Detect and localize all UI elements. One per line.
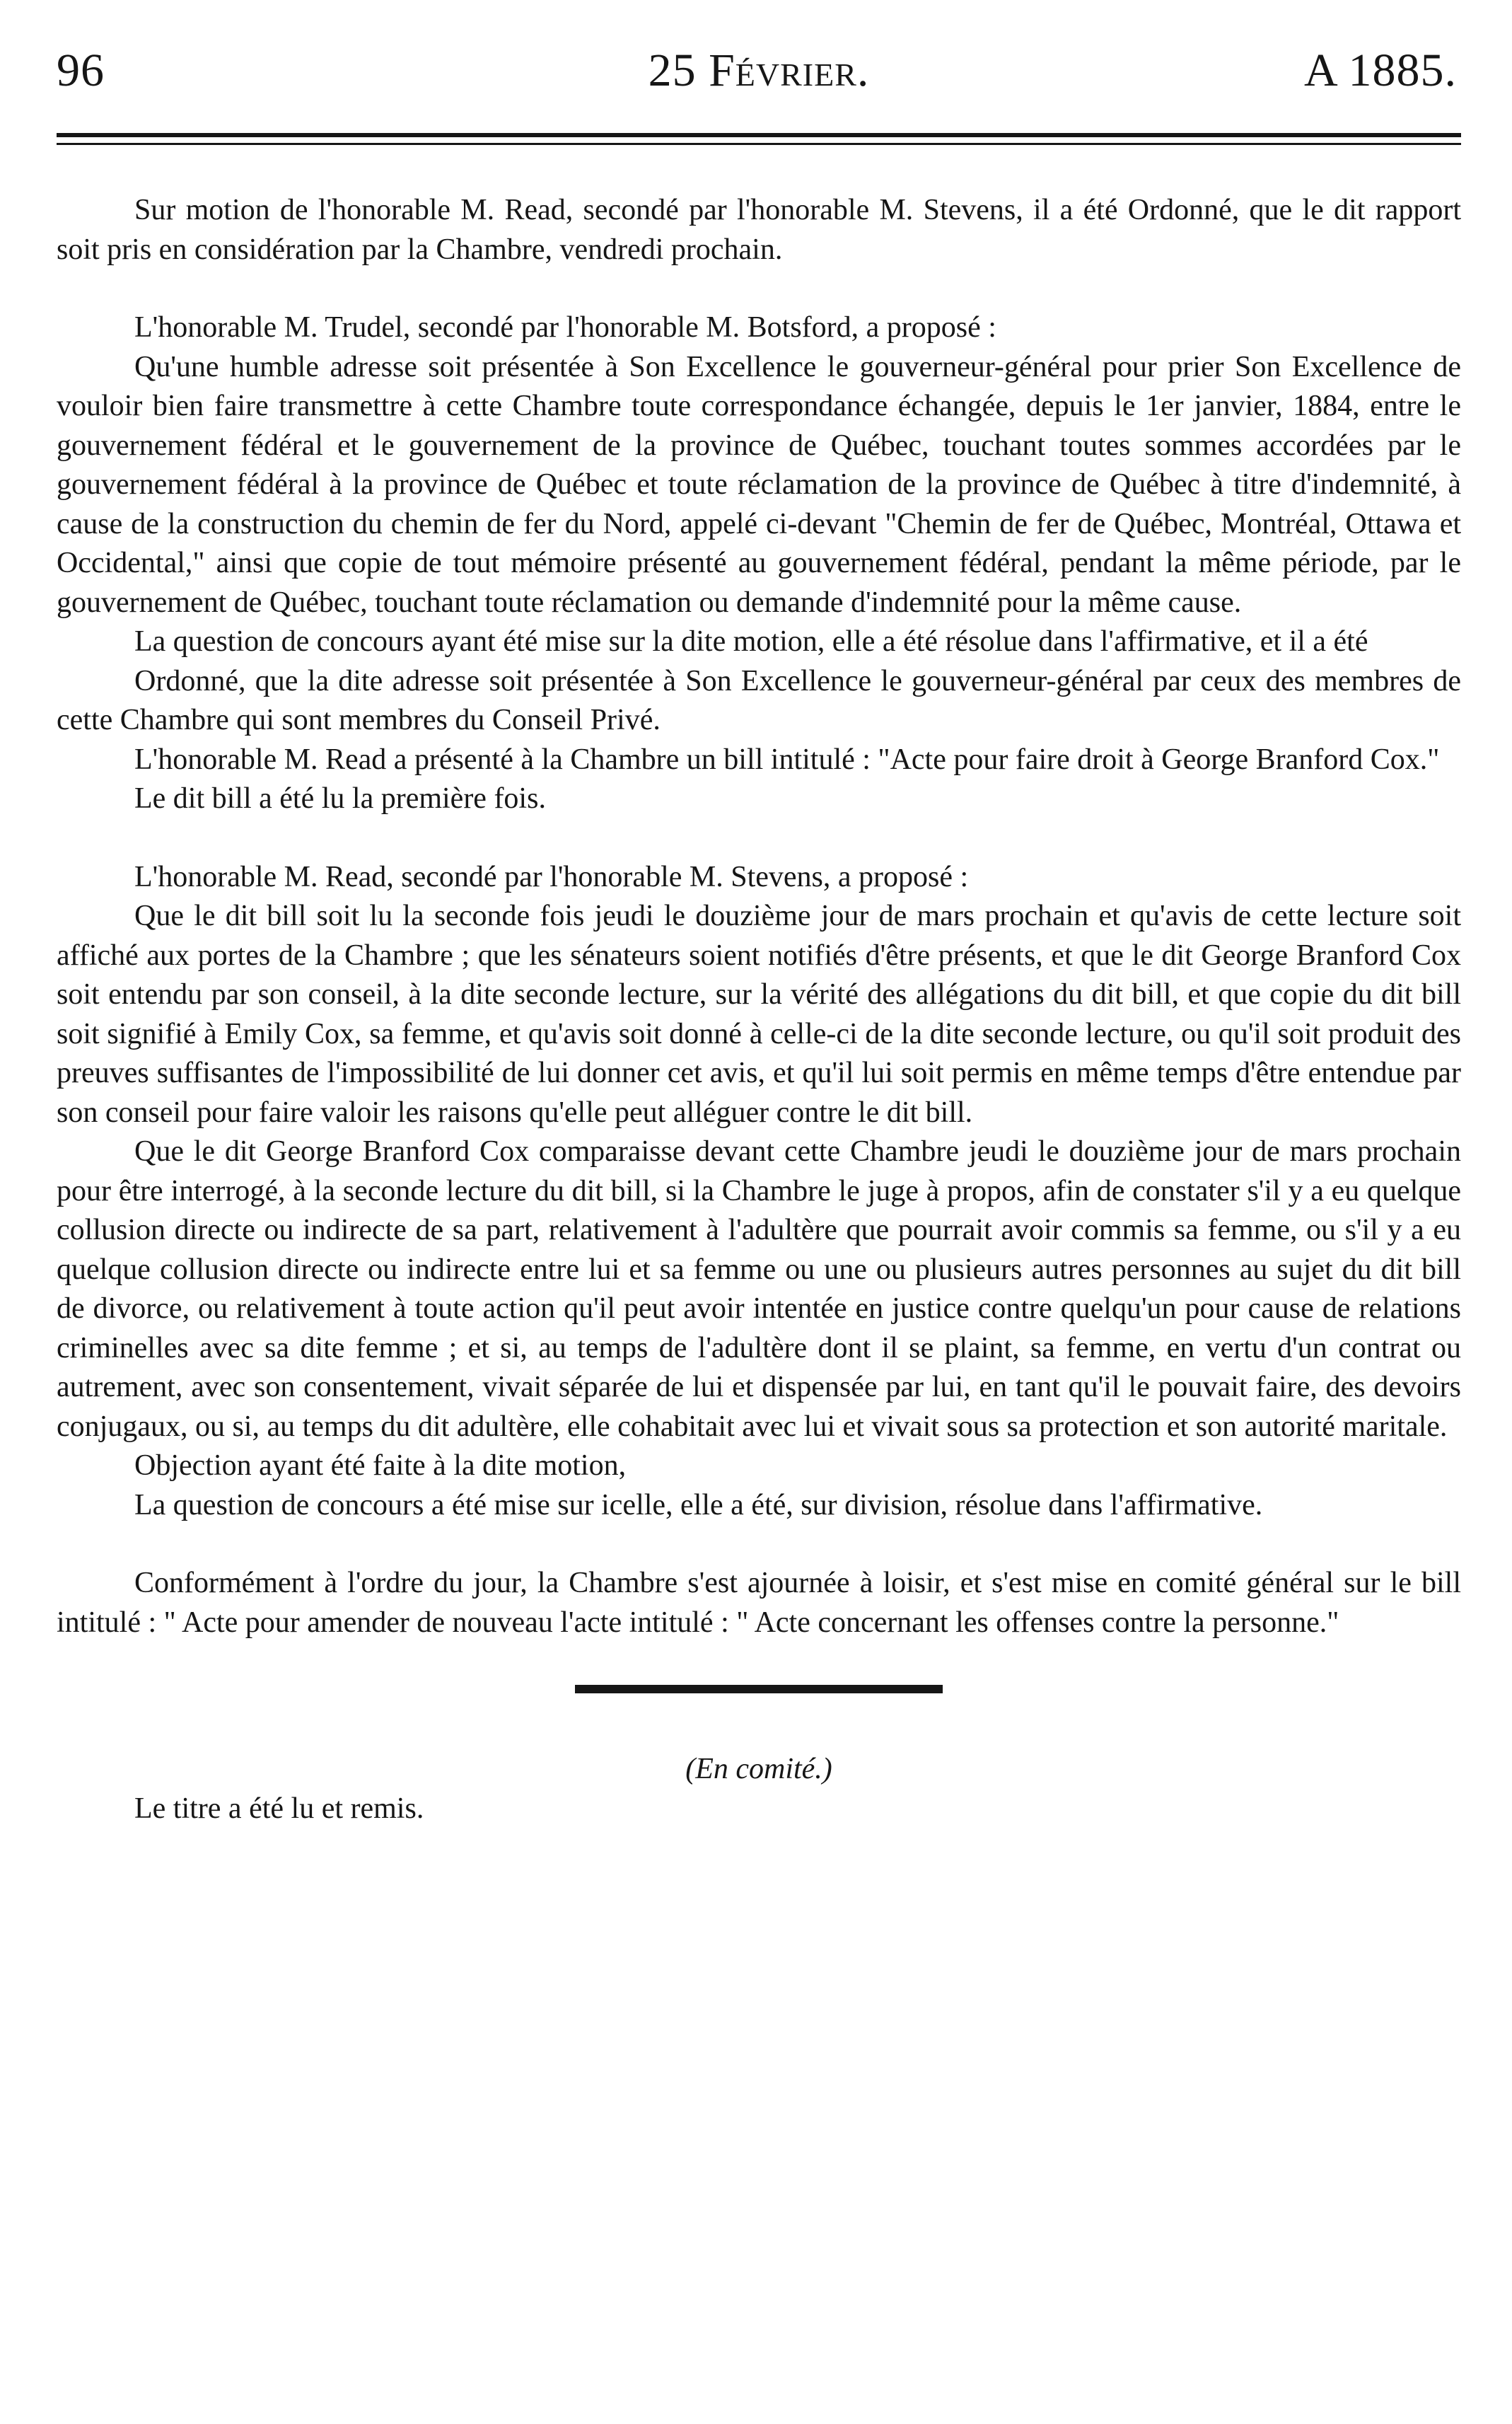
- paragraph: La question de concours a été mise sur icelle, elle a été, sur division, résolue dans l'affirmative.: [134, 1488, 1263, 1521]
- page-number: 96: [57, 45, 105, 96]
- paragraph: Sur motion de l'honorable M. Read, secondé par l'honorable M. Stevens, il a été Ordonné, que le dit rapport soit pris en considération par la Chambre, vendredi prochain.: [57, 194, 1461, 266]
- paragraph: L'honorable M. Read a présenté à la Chambre un bill intitulé : "Acte pour faire droit à George Branford Cox.": [134, 743, 1440, 776]
- paragraph: Que le dit George Branford Cox comparaisse devant cette Chambre jeudi le douzième jour de mars prochain pour être interrogé, à la seconde lecture du dit bill, si la Chambre le juge à propos, afin de constater s'il y a eu quelque collusion directe ou indirecte de sa part, relativement à l'adultère que pourrait avoir commis sa femme, ou s'il y a eu quelque collusion directe ou indirecte entre lui et sa femme ou une ou plusieurs autres personnes au sujet du dit bill de divorce, ou relativement à toute action qu'il peut avoir intentée en justice contre quelqu'un pour cause de relations criminelles avec sa dite femme ; et si, au temps de l'adultère dont il se plaint, sa femme, en vertu d'un contrat ou autrement, avec son consentement, vivait séparée de lui et dispensée par lui, en tant qu'il le pouvait faire, des devoirs conjugaux, ou si, au temps du dit adultère, elle cohabitait avec lui et vivait sous sa protection et son autorité maritale.: [57, 1135, 1461, 1443]
- header-year: A 1885.: [1303, 45, 1457, 96]
- page-header: [57, 44, 1461, 108]
- paragraph: Qu'une humble adresse soit présentée à Son Excellence le gouverneur-général pour prier Son Excellence de vouloir bien faire transmettre à cette Chambre toute correspondance échangée, depuis le 1er janvier, 1884, entre le gouvernement fédéral et le gouvernement de la province de Québec, touchant toutes sommes accordées par le gouvernement fédéral à la province de Québec et toute réclamation de la province de Québec à titre d'indemnité, à cause de la construction du chemin de fer du Nord, appelé ci-devant "Chemin de fer de Québec, Montréal, Ottawa et Occidental," ainsi que copie de tout mémoire présenté au gouvernement fédéral, pendant la même période, par le gouvernement de Québec, touchant toute réclamation ou demande d'indemnité pour la même cause.: [57, 350, 1461, 619]
- paragraph: L'honorable M. Read, secondé par l'honorable M. Stevens, a proposé :: [134, 860, 969, 893]
- body-text: [57, 191, 1461, 1828]
- header-date: 25 Février.: [648, 45, 870, 96]
- paragraph: Ordonné, que la dite adresse soit présentée à Son Excellence le gouverneur-général par ceux des membres de cette Chambre qui sont membres du Conseil Privé.: [57, 664, 1461, 736]
- paragraph: Le dit bill a été lu la première fois.: [134, 782, 546, 815]
- paragraph: Objection ayant été faite à la dite motion,: [134, 1449, 627, 1482]
- header-rule-thin: [57, 143, 1461, 145]
- paragraph: L'honorable M. Trudel, secondé par l'honorable M. Botsford, a proposé :: [134, 311, 996, 344]
- paragraph: La question de concours ayant été mise sur la dite motion, elle a été résolue dans l'affirmative, et il a été: [134, 625, 1368, 658]
- committee-note: (En comité.): [685, 1753, 832, 1785]
- paragraph: Que le dit bill soit lu la seconde fois jeudi le douzième jour de mars prochain et qu'avis de cette lecture soit affiché aux portes de la Chambre ; que les sénateurs soient notifiés d'être présents, et que le dit George Branford Cox soit entendu par son conseil, à la dite seconde lecture, sur la vérité des allégations du dit bill, et que copie du dit bill soit signifié à Emily Cox, sa femme, et qu'avis soit donné à celle-ci de la dite seconde lecture, ou qu'il soit produit des preuves suffisantes de l'impossibilité de lui donner cet avis, et qu'il lui soit permis en même temps d'être entendue par son conseil pour faire valoir les raisons qu'elle peut alléguer contre le dit bill.: [57, 900, 1461, 1129]
- closing-line: Le titre a été lu et remis.: [134, 1792, 424, 1825]
- header-rule-thick: [57, 133, 1461, 137]
- paragraph: Conformément à l'ordre du jour, la Chambre s'est ajournée à loisir, et s'est mise en comité général sur le bill intitulé : " Acte pour amender de nouveau l'acte intitulé : " Acte concernant les offenses contre la personne.": [57, 1567, 1461, 1639]
- section-divider: [575, 1685, 943, 1693]
- document-page: [57, 0, 1461, 2424]
